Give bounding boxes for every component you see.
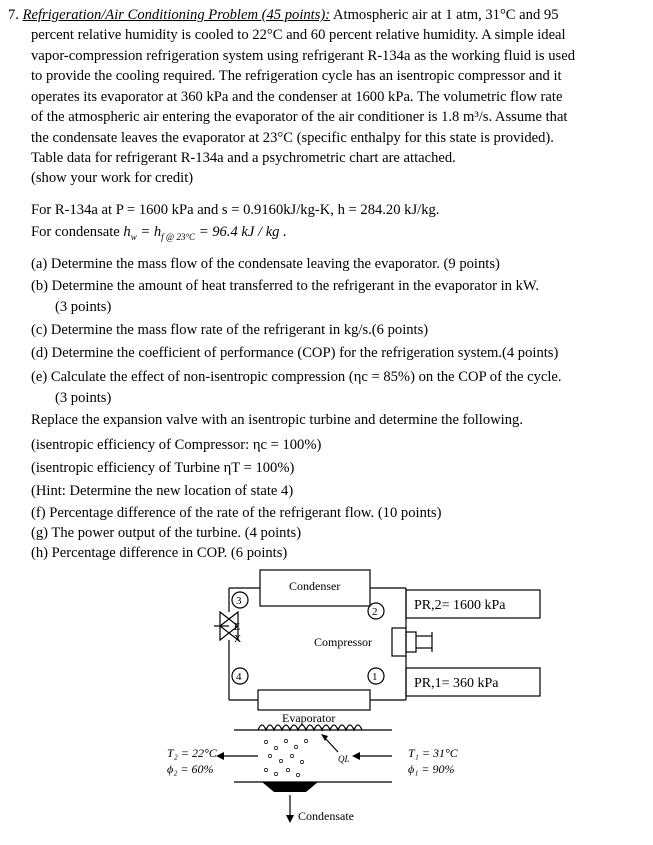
- question-c: (c) Determine the mass flow rate of the refrigerant in kg/s.(6 points): [31, 322, 429, 338]
- outlet-humidity: ϕ₂ = 60%: [167, 762, 214, 776]
- evaporator-coil-icon: [258, 725, 362, 730]
- intro-line-6: the condensate leaves the evaporator at 23°C (specific enthalpy for this state is provided).: [31, 130, 554, 146]
- intro-line-5: of the atmospheric air entering the evaporator of the air conditioner is 1.8 m³/s. Assume that: [31, 109, 568, 125]
- hint-line: (Hint: Determine the new location of state 4): [31, 483, 294, 499]
- question-h: (h) Percentage difference in COP. (6 points): [31, 545, 288, 561]
- state-1-label: 1: [372, 671, 378, 683]
- question-b-points: (3 points): [55, 299, 112, 315]
- problem-title: Refrigeration/Air Conditioning Problem (45 points):: [22, 7, 331, 23]
- given-r134a: For R-134a at P = 1600 kPa and s = 0.9160kJ/kg-K, h = 284.20 kJ/kg.: [31, 202, 440, 218]
- pr1-label: PR,1= 360 kPa: [414, 676, 499, 691]
- condensate-pan: [262, 782, 318, 792]
- intro-line-1: percent relative humidity is cooled to 22°C and 60 percent relative humidity. A simple ideal: [31, 27, 566, 43]
- state-4-label: 4: [236, 671, 242, 683]
- expansion-label-e: E: [234, 622, 241, 633]
- condensate-label: Condensate: [298, 809, 354, 823]
- pr2-label: PR,2= 1600 kPa: [414, 598, 506, 613]
- question-f: (f) Percentage difference of the rate of the refrigerant flow. (10 points): [31, 505, 442, 521]
- intro-line-3: to provide the cooling required. The refrigeration cycle has an isentropic compressor and it: [31, 68, 562, 84]
- condenser-label: Condenser: [289, 579, 341, 593]
- intro-line-8: (show your work for credit): [31, 170, 194, 186]
- compressor-efficiency: (isentropic efficiency of Compressor: ηc = 100%): [31, 437, 322, 453]
- compressor-label: Compressor: [314, 635, 372, 649]
- question-d: (d) Determine the coefficient of performance (COP) for the refrigeration system.(4 points): [31, 345, 559, 361]
- turbine-efficiency: (isentropic efficiency of Turbine ηT = 100%): [31, 460, 295, 476]
- problem-number: 7.: [8, 7, 19, 23]
- inlet-humidity: ϕ₁ = 90%: [408, 762, 455, 776]
- evaporator-label: Evaporator: [282, 711, 336, 725]
- ql-label: QL: [338, 754, 350, 764]
- compressor-body: [392, 628, 406, 656]
- droplets-icon: [264, 739, 307, 776]
- expansion-label-x: X: [234, 634, 242, 645]
- question-e: (e) Calculate the effect of non-isentropic compression (ηc = 85%) on the COP of the cycle.: [31, 369, 562, 385]
- question-g: (g) The power output of the turbine. (4 points): [31, 525, 302, 541]
- state-2-label: 2: [372, 606, 378, 618]
- question-a: (a) Determine the mass flow of the condensate leaving the evaporator. (9 points): [31, 256, 500, 272]
- evaporator-box: [258, 690, 370, 710]
- question-e-points: (3 points): [55, 390, 112, 406]
- given-condensate: For condensate $h_w = h_{f @ 23^\circ C} = 96.4$ kJ / kg .: [31, 224, 287, 242]
- inlet-temperature: T₁ = 31°C: [408, 746, 458, 760]
- state-3-label: 3: [236, 595, 242, 607]
- question-b: (b) Determine the amount of heat transferred to the refrigerant in the evaporator in kW.: [31, 278, 540, 294]
- outlet-temperature: T₂ = 22°C: [167, 746, 217, 760]
- intro-line-0: Atmospheric air at 1 atm, 31°C and 95: [332, 7, 559, 23]
- intro-line-4: operates its evaporator at 360 kPa and the condenser at 1600 kPa. The volumetric flow rate: [31, 89, 563, 105]
- intro-line-2: vapor-compression refrigeration system using refrigerant R-134a as the working fluid is used: [31, 48, 575, 64]
- intro-line-7: Table data for refrigerant R-134a and a psychrometric chart are attached.: [31, 150, 456, 166]
- turbine-intro: Replace the expansion valve with an isentropic turbine and determine the following.: [31, 412, 523, 428]
